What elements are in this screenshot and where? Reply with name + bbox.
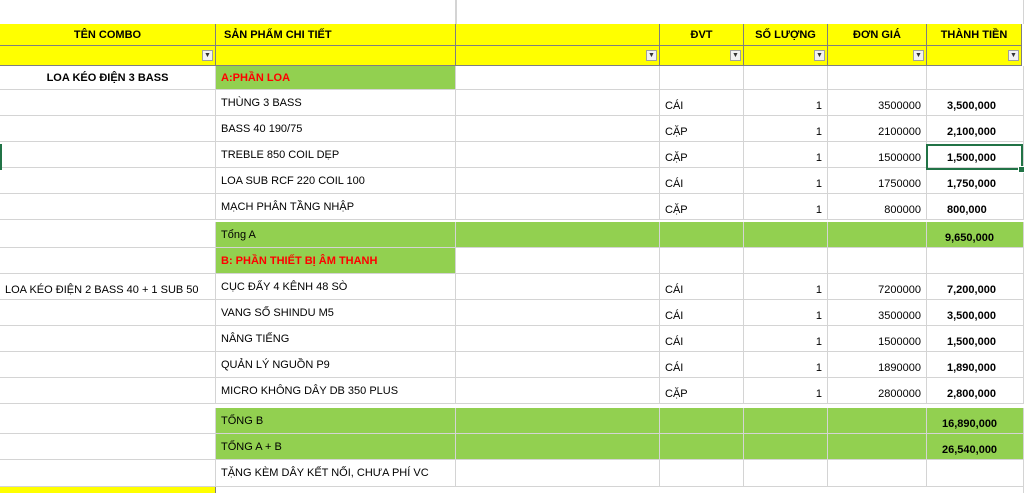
price-value: 7200000 [878,284,921,296]
price-value: 1890000 [878,362,921,374]
empty-cell[interactable] [0,168,216,194]
price-cell[interactable] [828,194,927,220]
qty-cell[interactable] [744,142,828,168]
price-cell[interactable] [828,300,927,326]
total-cell[interactable] [927,352,1024,378]
empty-cell[interactable] [0,300,216,326]
empty-cell[interactable] [216,487,1024,493]
total-cell[interactable] [927,168,1024,194]
price-cell[interactable] [828,274,927,300]
product-name-cell[interactable] [216,168,456,194]
total-b-fill[interactable] [828,408,927,434]
price-cell[interactable] [828,326,927,352]
empty-cell[interactable] [0,248,216,274]
filter-cell-product [216,46,456,66]
empty-cell[interactable] [456,66,660,90]
unit-cell[interactable] [660,194,744,220]
header-combo-label: TÊN COMBO [73,28,142,41]
empty-cell[interactable] [456,274,660,300]
price-value: 2100000 [878,126,921,138]
product-name: NÂNG TIẾNG [221,332,290,345]
unit-cell[interactable] [660,142,744,168]
total-ab-fill[interactable] [828,434,927,460]
total-value: 7,200,000 [947,284,996,296]
qty-value: 1 [815,336,822,348]
unit-value: CÁI [665,310,684,322]
header-combo[interactable] [0,24,216,46]
filter-cell-qty [744,46,828,66]
empty-cell[interactable] [456,116,660,142]
unit-value: CẶP [665,152,688,164]
product-name-cell[interactable] [216,142,456,168]
filter-dropdown-icon[interactable]: ▼ [646,50,657,61]
product-name: CỤC ĐẨY 4 KÊNH 48 SÒ [221,280,348,293]
header-total-label: THÀNH TIỀN [940,28,1008,41]
empty-cell[interactable] [456,326,660,352]
price-value: 3500000 [878,100,921,112]
unit-cell[interactable] [660,326,744,352]
total-cell[interactable] [927,326,1024,352]
unit-value: CẶP [665,388,688,400]
total-cell[interactable] [927,378,1024,404]
section-a-label: A:PHẦN LOA [221,71,291,84]
filter-cell-empty [456,46,660,66]
empty-cell[interactable] [0,326,216,352]
unit-value: CÁI [665,284,684,296]
product-name-cell[interactable] [216,300,456,326]
total-value: 800,000 [947,204,987,216]
total-value: 1,750,000 [947,178,996,190]
price-value: 800000 [884,204,921,216]
price-value: 1500000 [878,152,921,164]
empty-cell[interactable] [828,66,927,90]
price-cell[interactable] [828,168,927,194]
total-a-value-cell[interactable] [927,222,1024,248]
empty-cell[interactable] [927,460,1024,487]
product-name-cell[interactable] [216,326,456,352]
qty-value: 1 [815,100,822,112]
total-value: 3,500,000 [947,100,996,112]
price-value: 3500000 [878,310,921,322]
header-product-label: SẢN PHẨM CHI TIẾT [224,28,332,41]
qty-cell[interactable] [744,300,828,326]
unit-cell[interactable] [660,352,744,378]
unit-cell[interactable] [660,378,744,404]
price-cell[interactable] [828,352,927,378]
total-ab-label: TỔNG A + B [221,440,282,453]
qty-cell[interactable] [744,274,828,300]
qty-value: 1 [815,284,822,296]
product-name-cell[interactable] [216,378,456,404]
empty-cell[interactable] [927,66,1024,90]
product-name-cell[interactable] [216,116,456,142]
qty-value: 1 [815,126,822,138]
empty-cell[interactable] [0,408,216,434]
total-cell[interactable] [927,300,1024,326]
total-cell[interactable] [927,116,1024,142]
unit-value: CÁI [665,100,684,112]
empty-cell[interactable] [456,90,660,116]
empty-cell[interactable] [456,194,660,220]
price-value: 1500000 [878,336,921,348]
total-ab-fill[interactable] [456,434,660,460]
total-cell[interactable] [927,274,1024,300]
empty-cell[interactable] [456,352,660,378]
total-b-fill[interactable] [660,408,744,434]
filter-dropdown-icon[interactable]: ▼ [1008,50,1019,61]
header-unit-label: ĐVT [690,28,713,41]
filter-cell-unit [660,46,744,66]
header-qty[interactable] [744,24,828,46]
unit-cell[interactable] [660,274,744,300]
total-ab-fill[interactable] [660,434,744,460]
unit-value: CÁI [665,178,684,190]
empty-cell[interactable] [0,352,216,378]
partial-header-cell[interactable] [0,487,216,493]
unit-value: CẶP [665,126,688,138]
empty-cell[interactable] [0,116,216,142]
qty-cell[interactable] [744,168,828,194]
empty-cell[interactable] [660,66,744,90]
empty-cell[interactable] [456,460,660,487]
empty-cell[interactable] [828,248,927,274]
total-value: 2,800,000 [947,388,996,400]
header-price-label: ĐƠN GIÁ [853,28,901,41]
unit-cell[interactable] [660,116,744,142]
empty-cell[interactable] [456,378,660,404]
total-b-label: TỔNG B [221,414,264,427]
empty-cell[interactable] [660,248,744,274]
row-selection-marker [0,144,2,170]
total-b-fill[interactable] [744,408,828,434]
total-ab-value-cell[interactable] [927,434,1024,460]
product-name: TREBLE 850 COIL DẸP [221,148,340,161]
fill-handle[interactable] [1018,166,1024,173]
product-name: MẠCH PHÂN TẦNG NHẬP [221,200,355,213]
empty-cell[interactable] [744,460,828,487]
qty-cell[interactable] [744,378,828,404]
combo-name-a-label: LOA KÉO ĐIỆN 3 BASS [46,71,169,84]
empty-cell[interactable] [660,460,744,487]
empty-cell[interactable] [744,66,828,90]
header-unit[interactable] [660,24,744,46]
qty-value: 1 [815,178,822,190]
qty-value: 1 [815,388,822,400]
total-a-fill[interactable] [744,222,828,248]
unit-value: CẶP [665,204,688,216]
section-b-label: B: PHẦN THIẾT BỊ ÂM THANH [221,254,378,267]
filter-dropdown-icon[interactable]: ▼ [730,50,741,61]
total-ab-value: 26,540,000 [942,444,998,456]
total-cell[interactable] [927,142,1024,168]
header-total[interactable] [927,24,1022,46]
product-name-cell[interactable] [216,90,456,116]
qty-cell[interactable] [744,90,828,116]
section-b-title[interactable] [216,248,456,274]
header-empty[interactable] [456,24,660,46]
filter-cell-total [927,46,1022,66]
unit-cell[interactable] [660,300,744,326]
empty-cell[interactable] [456,142,660,168]
total-value: 3,500,000 [947,310,996,322]
empty-cell[interactable] [0,378,216,404]
qty-cell[interactable] [744,352,828,378]
product-name-cell[interactable] [216,274,456,300]
unit-value: CÁI [665,362,684,374]
total-b-value-cell[interactable] [927,408,1024,434]
qty-value: 1 [815,152,822,164]
empty-cell[interactable] [456,0,1024,24]
product-name: MICRO KHÔNG DÂY DB 350 PLUS [221,384,399,397]
product-name-cell[interactable] [216,352,456,378]
combo-name-a[interactable] [0,66,216,90]
note-cell[interactable] [216,460,456,487]
empty-cell[interactable] [456,168,660,194]
total-a-fill[interactable] [660,222,744,248]
empty-cell[interactable] [0,142,216,168]
total-a-fill[interactable] [456,222,660,248]
price-cell[interactable] [828,116,927,142]
qty-value: 1 [815,204,822,216]
total-value: 2,100,000 [947,126,996,138]
total-value: 1,890,000 [947,362,996,374]
product-name: LOA SUB RCF 220 COIL 100 [221,174,365,187]
filter-dropdown-icon[interactable]: ▼ [913,50,924,61]
product-name: QUẢN LÝ NGUỒN P9 [221,358,330,371]
filter-cell-combo [0,46,216,66]
product-name-cell[interactable] [216,194,456,220]
unit-value: CÁI [665,336,684,348]
unit-cell[interactable] [660,168,744,194]
price-value: 1750000 [878,178,921,190]
empty-cell[interactable] [456,248,660,274]
total-cell[interactable] [927,90,1024,116]
price-cell[interactable] [828,142,927,168]
total-ab-label-cell[interactable] [216,434,456,460]
total-value: 1,500,000 [947,152,996,164]
price-cell[interactable] [828,90,927,116]
qty-value: 1 [815,362,822,374]
filter-cell-price [828,46,927,66]
note-label: TẶNG KÈM DÂY KẾT NỐI, CHƯA PHÍ VC [221,467,429,479]
qty-cell[interactable] [744,194,828,220]
total-a-label-cell[interactable] [216,222,456,248]
empty-cell[interactable] [0,90,216,116]
header-qty-label: SỐ LƯỢNG [755,28,816,41]
total-b-fill[interactable] [456,408,660,434]
header-product[interactable] [216,24,456,46]
qty-value: 1 [815,310,822,322]
empty-cell[interactable] [828,460,927,487]
empty-cell[interactable] [744,248,828,274]
empty-cell[interactable] [456,300,660,326]
empty-cell[interactable] [0,194,216,220]
price-cell[interactable] [828,378,927,404]
qty-cell[interactable] [744,116,828,142]
empty-cell[interactable] [0,434,216,460]
total-a-label: Tổng A [221,228,256,241]
empty-cell[interactable] [0,460,216,487]
total-value: 1,500,000 [947,336,996,348]
qty-cell[interactable] [744,326,828,352]
unit-cell[interactable] [660,90,744,116]
header-price[interactable] [828,24,927,46]
product-name: THÙNG 3 BASS [221,96,302,109]
total-b-value: 16,890,000 [942,418,998,430]
product-name: BASS 40 190/75 [221,122,303,135]
filter-dropdown-icon[interactable]: ▼ [202,50,213,61]
empty-cell[interactable] [0,222,216,248]
empty-cell[interactable] [927,248,1024,274]
total-a-fill[interactable] [828,222,927,248]
section-a-title[interactable] [216,66,456,90]
price-value: 2800000 [878,388,921,400]
combo-name-b[interactable] [0,274,216,300]
total-ab-fill[interactable] [744,434,828,460]
total-b-label-cell[interactable] [216,408,456,434]
total-a-value: 9,650,000 [945,232,994,244]
empty-cell[interactable] [0,0,456,24]
product-name: VANG SỐ SHINDU M5 [221,306,334,319]
combo-name-b-label: LOA KÉO ĐIỆN 2 BASS 40 + 1 SUB 50 [5,284,199,296]
total-cell[interactable] [927,194,1024,220]
filter-dropdown-icon[interactable]: ▼ [814,50,825,61]
